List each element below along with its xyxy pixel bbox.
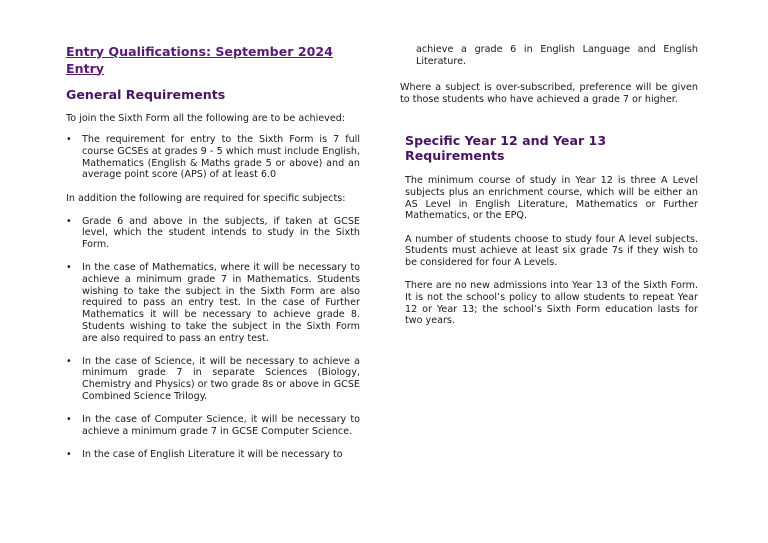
bullet-icon: •	[66, 355, 72, 367]
specific-requirements-section	[400, 133, 698, 327]
list-item-text: In the case of Computer Science, it will be necessary to achieve a minimum grade 7 in GCSE Computer Science.	[82, 414, 360, 437]
list-item-text: In the case of Science, it will be necessary to achieve a minimum grade 7 in separate Sciences (Biology, Chemistry and Physics) or two grade 8s or above in GCSE Combined Science Trilogy.	[82, 355, 360, 402]
list-item	[66, 134, 360, 181]
list-item-text: In the case of Mathematics, where it will be necessary to achieve a minimum grade 7 in Mathematics. Students wishing to take the subject in the Sixth Form are also required to pass an entry test. In the case of Further Mathematics it will be necessary to achieve grade 8. Students wishing to take the subject in the Sixth Form are also required to pass an entry test.	[82, 262, 360, 344]
four-a-levels-paragraph: A number of students choose to study four A level subjects. Students must achieve at least six grade 7s if they wish to be considered for four A Levels.	[405, 233, 698, 269]
additional-requirements-intro: In addition the following are required for specific subjects:	[66, 193, 346, 205]
left-column	[66, 44, 360, 472]
document-title: Entry Qualifications: September 2024 Entry	[66, 44, 333, 76]
list-item-text: Grade 6 and above in the subjects, if taken at GCSE level, which the student intends to study in the Sixth Form.	[82, 215, 360, 251]
list-item-text: In the case of English Literature it will be necessary to	[82, 448, 343, 460]
bullet-icon: •	[66, 414, 72, 426]
bullet-icon: •	[66, 215, 72, 227]
general-requirements-heading: General Requirements	[66, 87, 226, 102]
continued-list-item-text: achieve a grade 6 in English Language and English Literature.	[416, 44, 698, 67]
general-requirements-list	[66, 134, 360, 181]
right-column	[400, 44, 698, 327]
bullet-icon: •	[66, 262, 72, 274]
list-item	[66, 262, 360, 344]
list-item	[66, 356, 360, 403]
bullet-icon: •	[66, 134, 72, 146]
bullet-icon: •	[66, 448, 72, 460]
course-of-study-paragraph: The minimum course of study in Year 12 is three A Level subjects plus an enrichment course, which will be either an AS Level in English Literature, Mathematics or Further Mathematics, or the EPQ.	[405, 175, 698, 222]
continued-list-item	[400, 44, 698, 67]
oversubscribed-paragraph: Where a subject is over-subscribed, preference will be given to those students who have achieved a grade 7 or higher.	[400, 82, 698, 106]
year-13-admissions-paragraph: There are no new admissions into Year 13 of the Sixth Form. It is not the school’s policy to allow students to repeat Year 12 or Year 13; the school’s Sixth Form education lasts for two years.	[405, 280, 698, 327]
specific-requirements-heading: Specific Year 12 and Year 13 Requirements	[405, 132, 607, 164]
list-item-text: The requirement for entry to the Sixth Form is 7 full course GCSEs at grades 9 - 5 which must include English, Mathematics (English & Maths grade 5 or above) and an average point score (APS) of at least 6.0	[82, 134, 360, 181]
list-item	[66, 216, 360, 251]
subject-requirements-list	[66, 216, 360, 461]
list-item	[66, 449, 360, 461]
intro-paragraph: To join the Sixth Form all the following are to be achieved:	[66, 112, 346, 124]
list-item	[66, 414, 360, 437]
